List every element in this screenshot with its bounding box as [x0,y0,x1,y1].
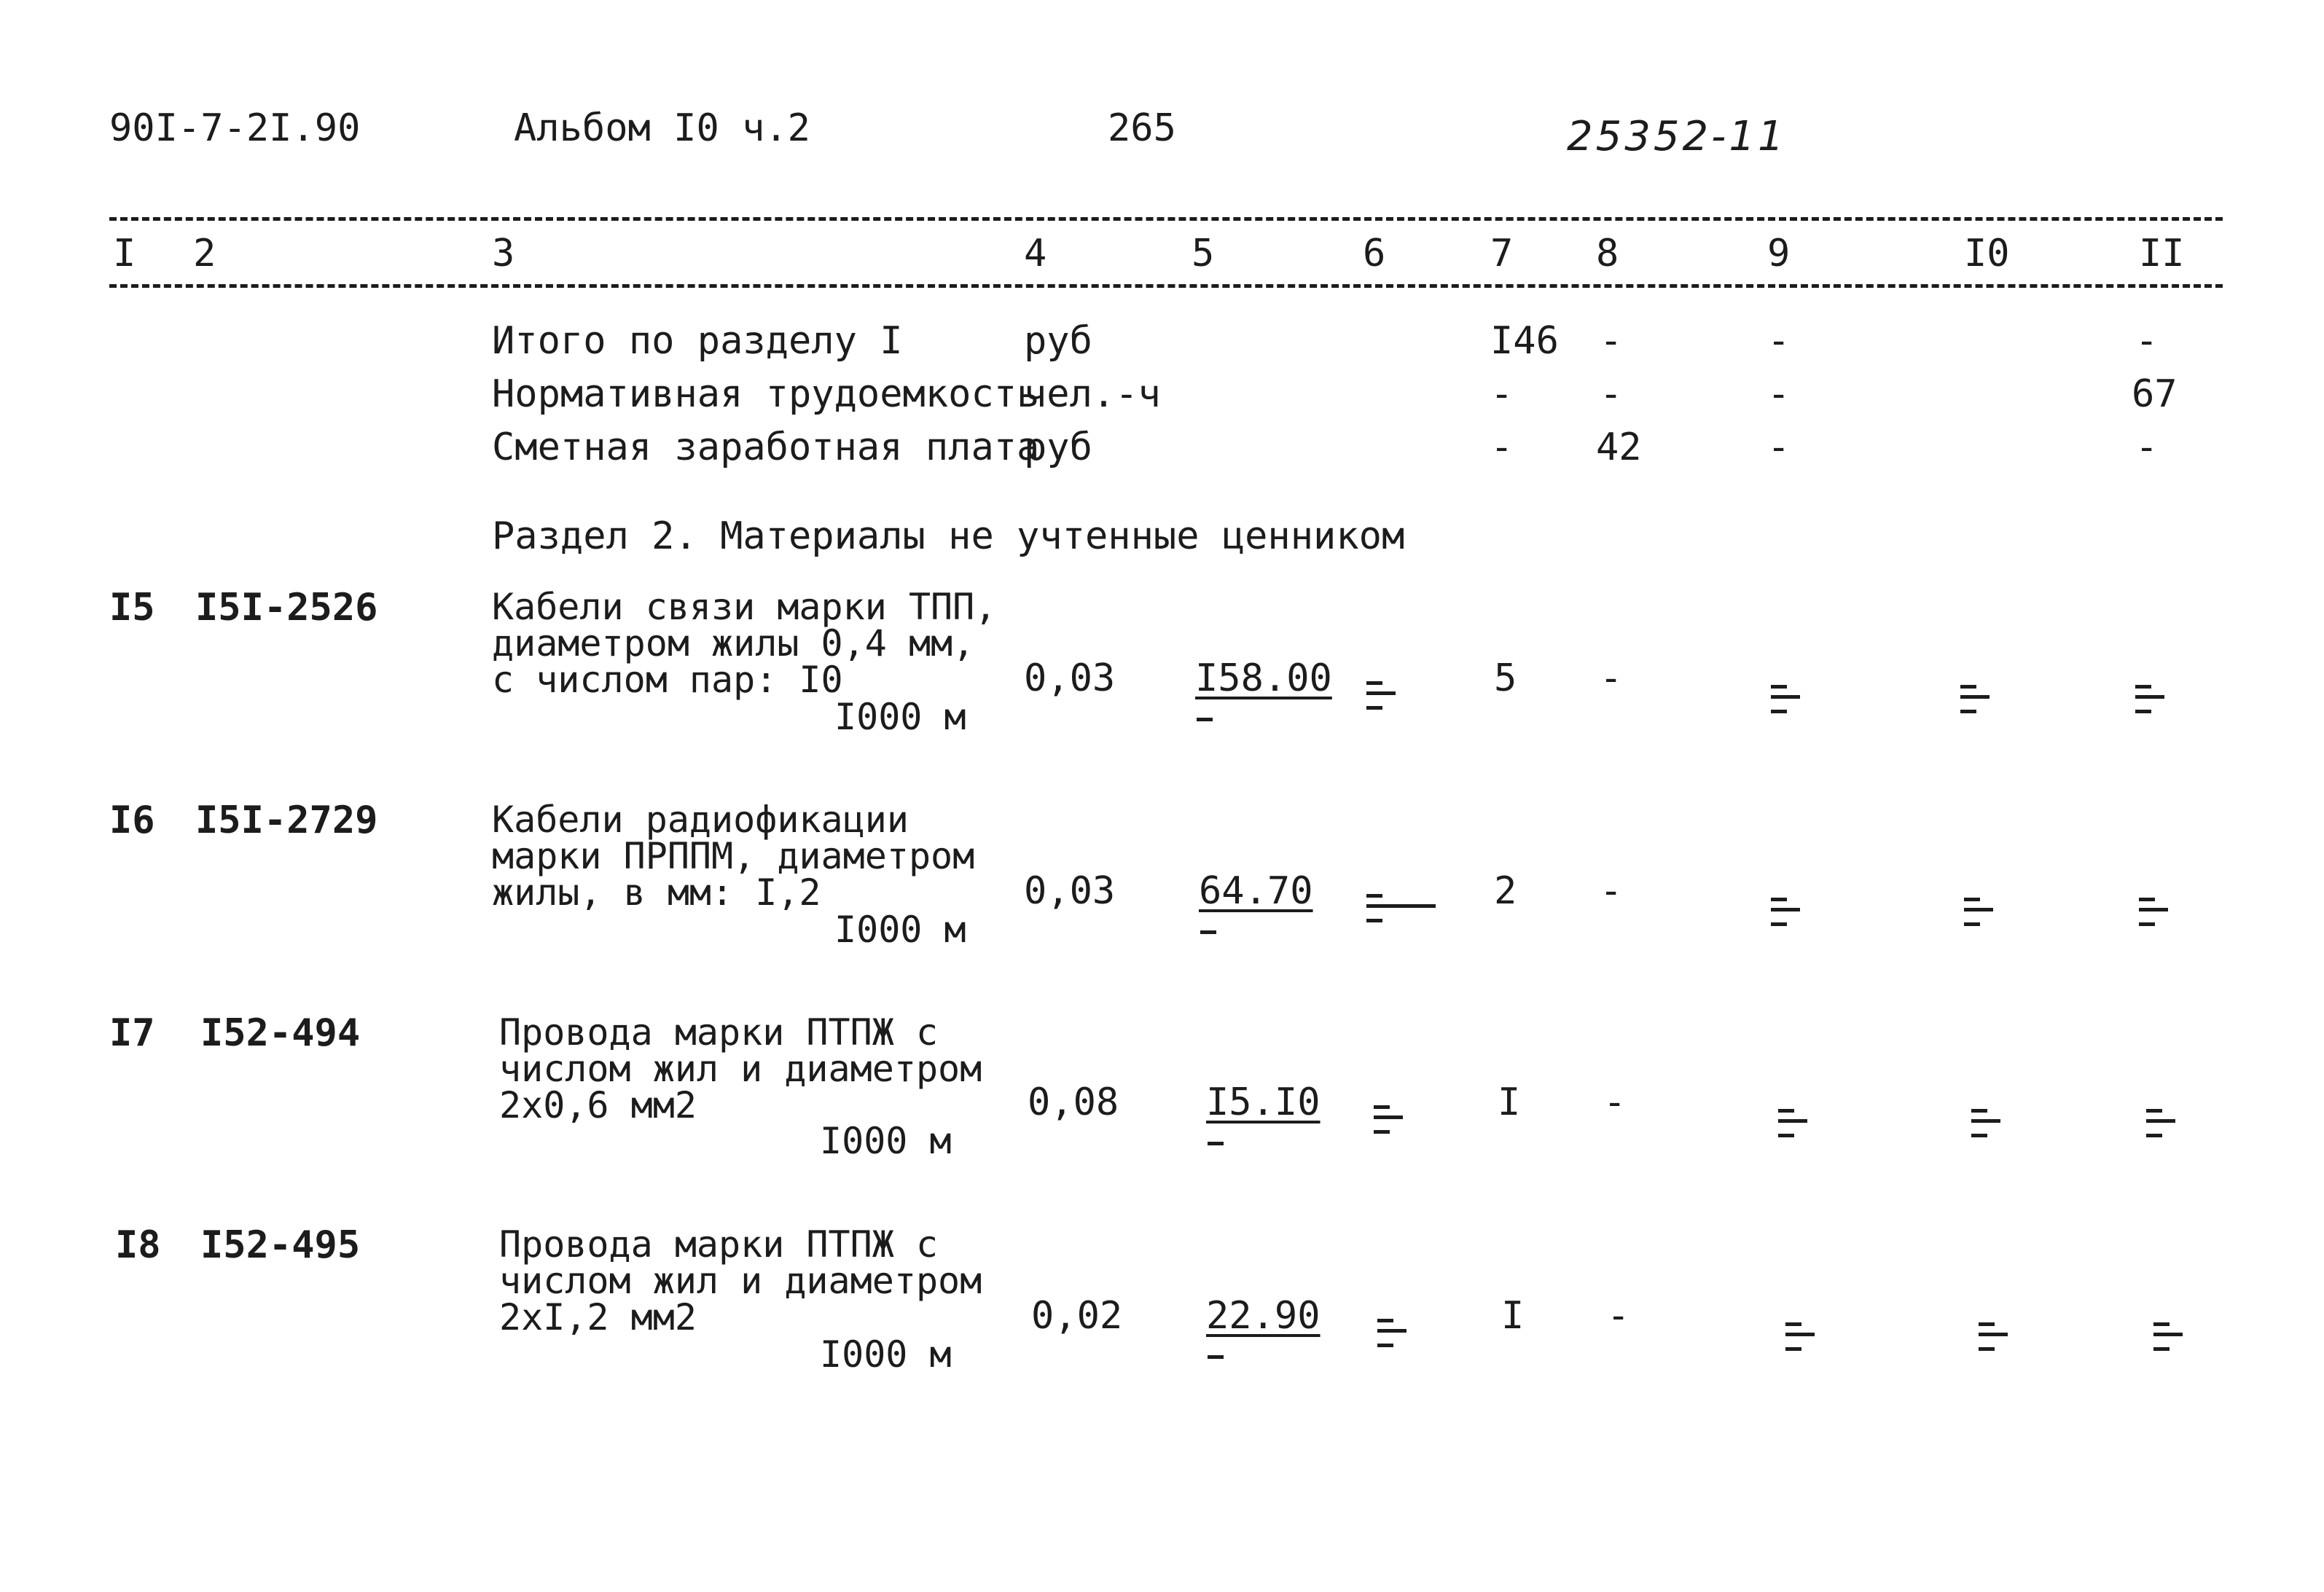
row-number: I8 [115,1223,161,1267]
col-header-3: 3 [492,232,515,275]
price-dash-mark [1208,1355,1224,1359]
description-line: 2xI,2 мм2 [499,1296,697,1338]
ditto-mark [1979,1322,2008,1366]
labor-c11: 67 [2132,372,2178,416]
col-header-8: 8 [1596,232,1619,275]
price-dash-mark [1200,930,1216,934]
row-price: I5.I0 [1206,1081,1321,1124]
row-code: I5I-2526 [195,586,378,630]
row-c7: 2 [1494,869,1517,913]
description-line: числом жил и диаметром [499,1048,982,1090]
ditto-mark [1785,1322,1815,1366]
labor-c7: - [1490,372,1514,416]
col-header-10: I0 [1964,232,2010,275]
price-dash-mark [1197,718,1213,721]
description-line: с числом пар: I0 [492,659,843,701]
ditto-mark [1971,1109,2000,1153]
page-number: 265 [1108,106,1176,150]
description-line: Кабели радиофикации [492,799,909,841]
description-line: Провода марки ПТПЖ с [499,1011,939,1054]
description-line: числом жил и диаметром [499,1260,982,1302]
ditto-mark [1960,685,1990,729]
description-line: 2x0,6 мм2 [499,1084,697,1126]
row-number: I5 [109,586,155,630]
row-price: 22.90 [1206,1294,1321,1338]
row-unit: I000 м [834,909,966,951]
row-price: I58.00 [1195,656,1332,700]
description-line: диаметром жилы 0,4 мм, [492,622,975,664]
ditto-mark [1771,898,1800,941]
ditto-mark [1778,1109,1807,1153]
col-header-9: 9 [1767,232,1791,275]
labor-label: Нормативная трудоемкость [492,372,1040,416]
total-c9: - [1767,319,1791,363]
header-top-rule [109,217,2223,221]
document-code: 90I-7-2I.90 [109,106,361,150]
ditto-mark [1771,685,1800,729]
col-header-11: II [2139,232,2185,275]
stamp-number: 25352-11 [1567,113,1787,160]
row-quantity: 0,03 [1024,656,1116,700]
row-quantity: 0,08 [1028,1081,1119,1124]
col-header-1: I [113,232,136,275]
ditto-mark [2146,1109,2175,1153]
wage-label: Сметная заработная плата [492,426,1040,469]
row-c8: - [1603,1081,1627,1124]
wage-unit: руб [1024,426,1092,469]
section-title: Раздел 2. Материалы не учтенные ценником [492,514,1405,558]
row-price: 64.70 [1199,869,1313,913]
row-unit: I000 м [820,1120,952,1162]
total-label: Итого по разделу I [492,319,903,363]
row-c8: - [1600,869,1623,913]
total-c8: - [1600,319,1623,363]
row-c8: - [1600,656,1623,700]
row-c7: 5 [1494,656,1517,700]
row-description [499,1223,982,1338]
row-description [499,1011,982,1126]
album-label: Альбом I0 ч.2 [514,106,810,150]
row-code: I52-494 [200,1011,361,1055]
ditto-mark [1377,1319,1406,1362]
description-line: Кабели связи марки ТПП, [492,586,997,628]
wage-c8: 42 [1596,426,1642,469]
wage-c9: - [1767,426,1791,469]
col-header-7: 7 [1490,232,1514,275]
header-bottom-rule [109,284,2223,288]
row-description [492,586,997,701]
description-line: жилы, в мм: I,2 [492,871,821,914]
col-header-6: 6 [1363,232,1386,275]
description-line: марки ПРППМ, диаметром [492,835,975,877]
ditto-mark [2139,898,2168,941]
total-c7: I46 [1490,319,1559,363]
row-quantity: 0,03 [1024,869,1116,913]
price-dash-mark [1208,1142,1224,1145]
ditto-mark [1964,898,1993,941]
row-unit: I000 м [834,696,966,738]
ditto-mark [2153,1322,2183,1366]
row-number: I7 [109,1011,155,1055]
row-unit: I000 м [820,1333,952,1376]
col-header-2: 2 [193,232,216,275]
wage-c11: - [2135,426,2159,469]
row-code: I52-495 [200,1223,361,1267]
labor-c8: - [1600,372,1623,416]
row-description [492,799,975,914]
ditto-mark [1366,894,1396,938]
description-line: Провода марки ПТПЖ с [499,1223,939,1266]
labor-unit: чел.-ч [1024,372,1161,416]
wage-c7: - [1490,426,1514,469]
row-c8: - [1607,1294,1630,1338]
col-header-4: 4 [1024,232,1047,275]
col-header-5: 5 [1192,232,1215,275]
row-code: I5I-2729 [195,799,378,842]
ditto-mark [1374,1105,1403,1149]
labor-c9: - [1767,372,1791,416]
row-c7: I [1501,1294,1525,1338]
ditto-mark [1366,681,1396,725]
total-c11: - [2135,319,2159,363]
row-number: I6 [109,799,155,842]
total-unit: руб [1024,319,1092,363]
ditto-mark [2135,685,2164,729]
row-c7: I [1498,1081,1521,1124]
row-quantity: 0,02 [1031,1294,1123,1338]
